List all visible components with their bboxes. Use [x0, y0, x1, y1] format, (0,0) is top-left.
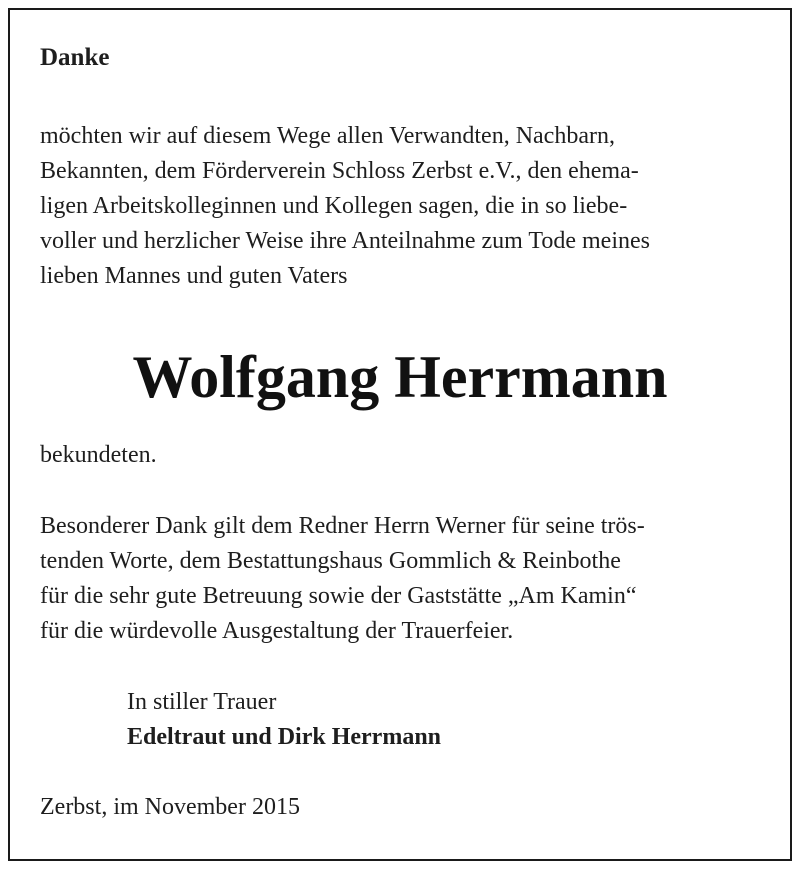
place-date: Zerbst, im November 2015 [40, 794, 300, 820]
intro-line-3: ligen Arbeitskolleginnen und Kollegen sagen, die in so liebe- [40, 193, 628, 219]
after-name-text: bekundeten. [40, 442, 157, 468]
notice-heading: Danke [40, 44, 110, 71]
deceased-name: Wolfgang Herrmann [132, 344, 668, 410]
thanks-line-4: für die würdevolle Ausgestaltung der Trauerfeier. [40, 618, 514, 644]
intro-line-2: Bekannten, dem Förderverein Schloss Zerbst e.V., den ehema- [40, 158, 639, 184]
mourning-phrase: In stiller Trauer [127, 689, 277, 715]
signatories: Edeltraut und Dirk Herrmann [127, 724, 442, 750]
thanks-line-1: Besonderer Dank gilt dem Redner Herrn Werner für seine trös- [40, 513, 645, 539]
intro-line-5: lieben Mannes und guten Vaters [40, 263, 348, 289]
intro-line-4: voller und herzlicher Weise ihre Anteilnahme zum Tode meines [40, 228, 650, 254]
thanks-line-3: für die sehr gute Betreuung sowie der Gaststätte „Am Kamin“ [40, 583, 637, 609]
intro-line-1: möchten wir auf diesem Wege allen Verwandten, Nachbarn, [40, 123, 615, 149]
thanks-line-2: tenden Worte, dem Bestattungshaus Gommlich & Reinbothe [40, 548, 621, 574]
obituary-notice [8, 8, 792, 861]
